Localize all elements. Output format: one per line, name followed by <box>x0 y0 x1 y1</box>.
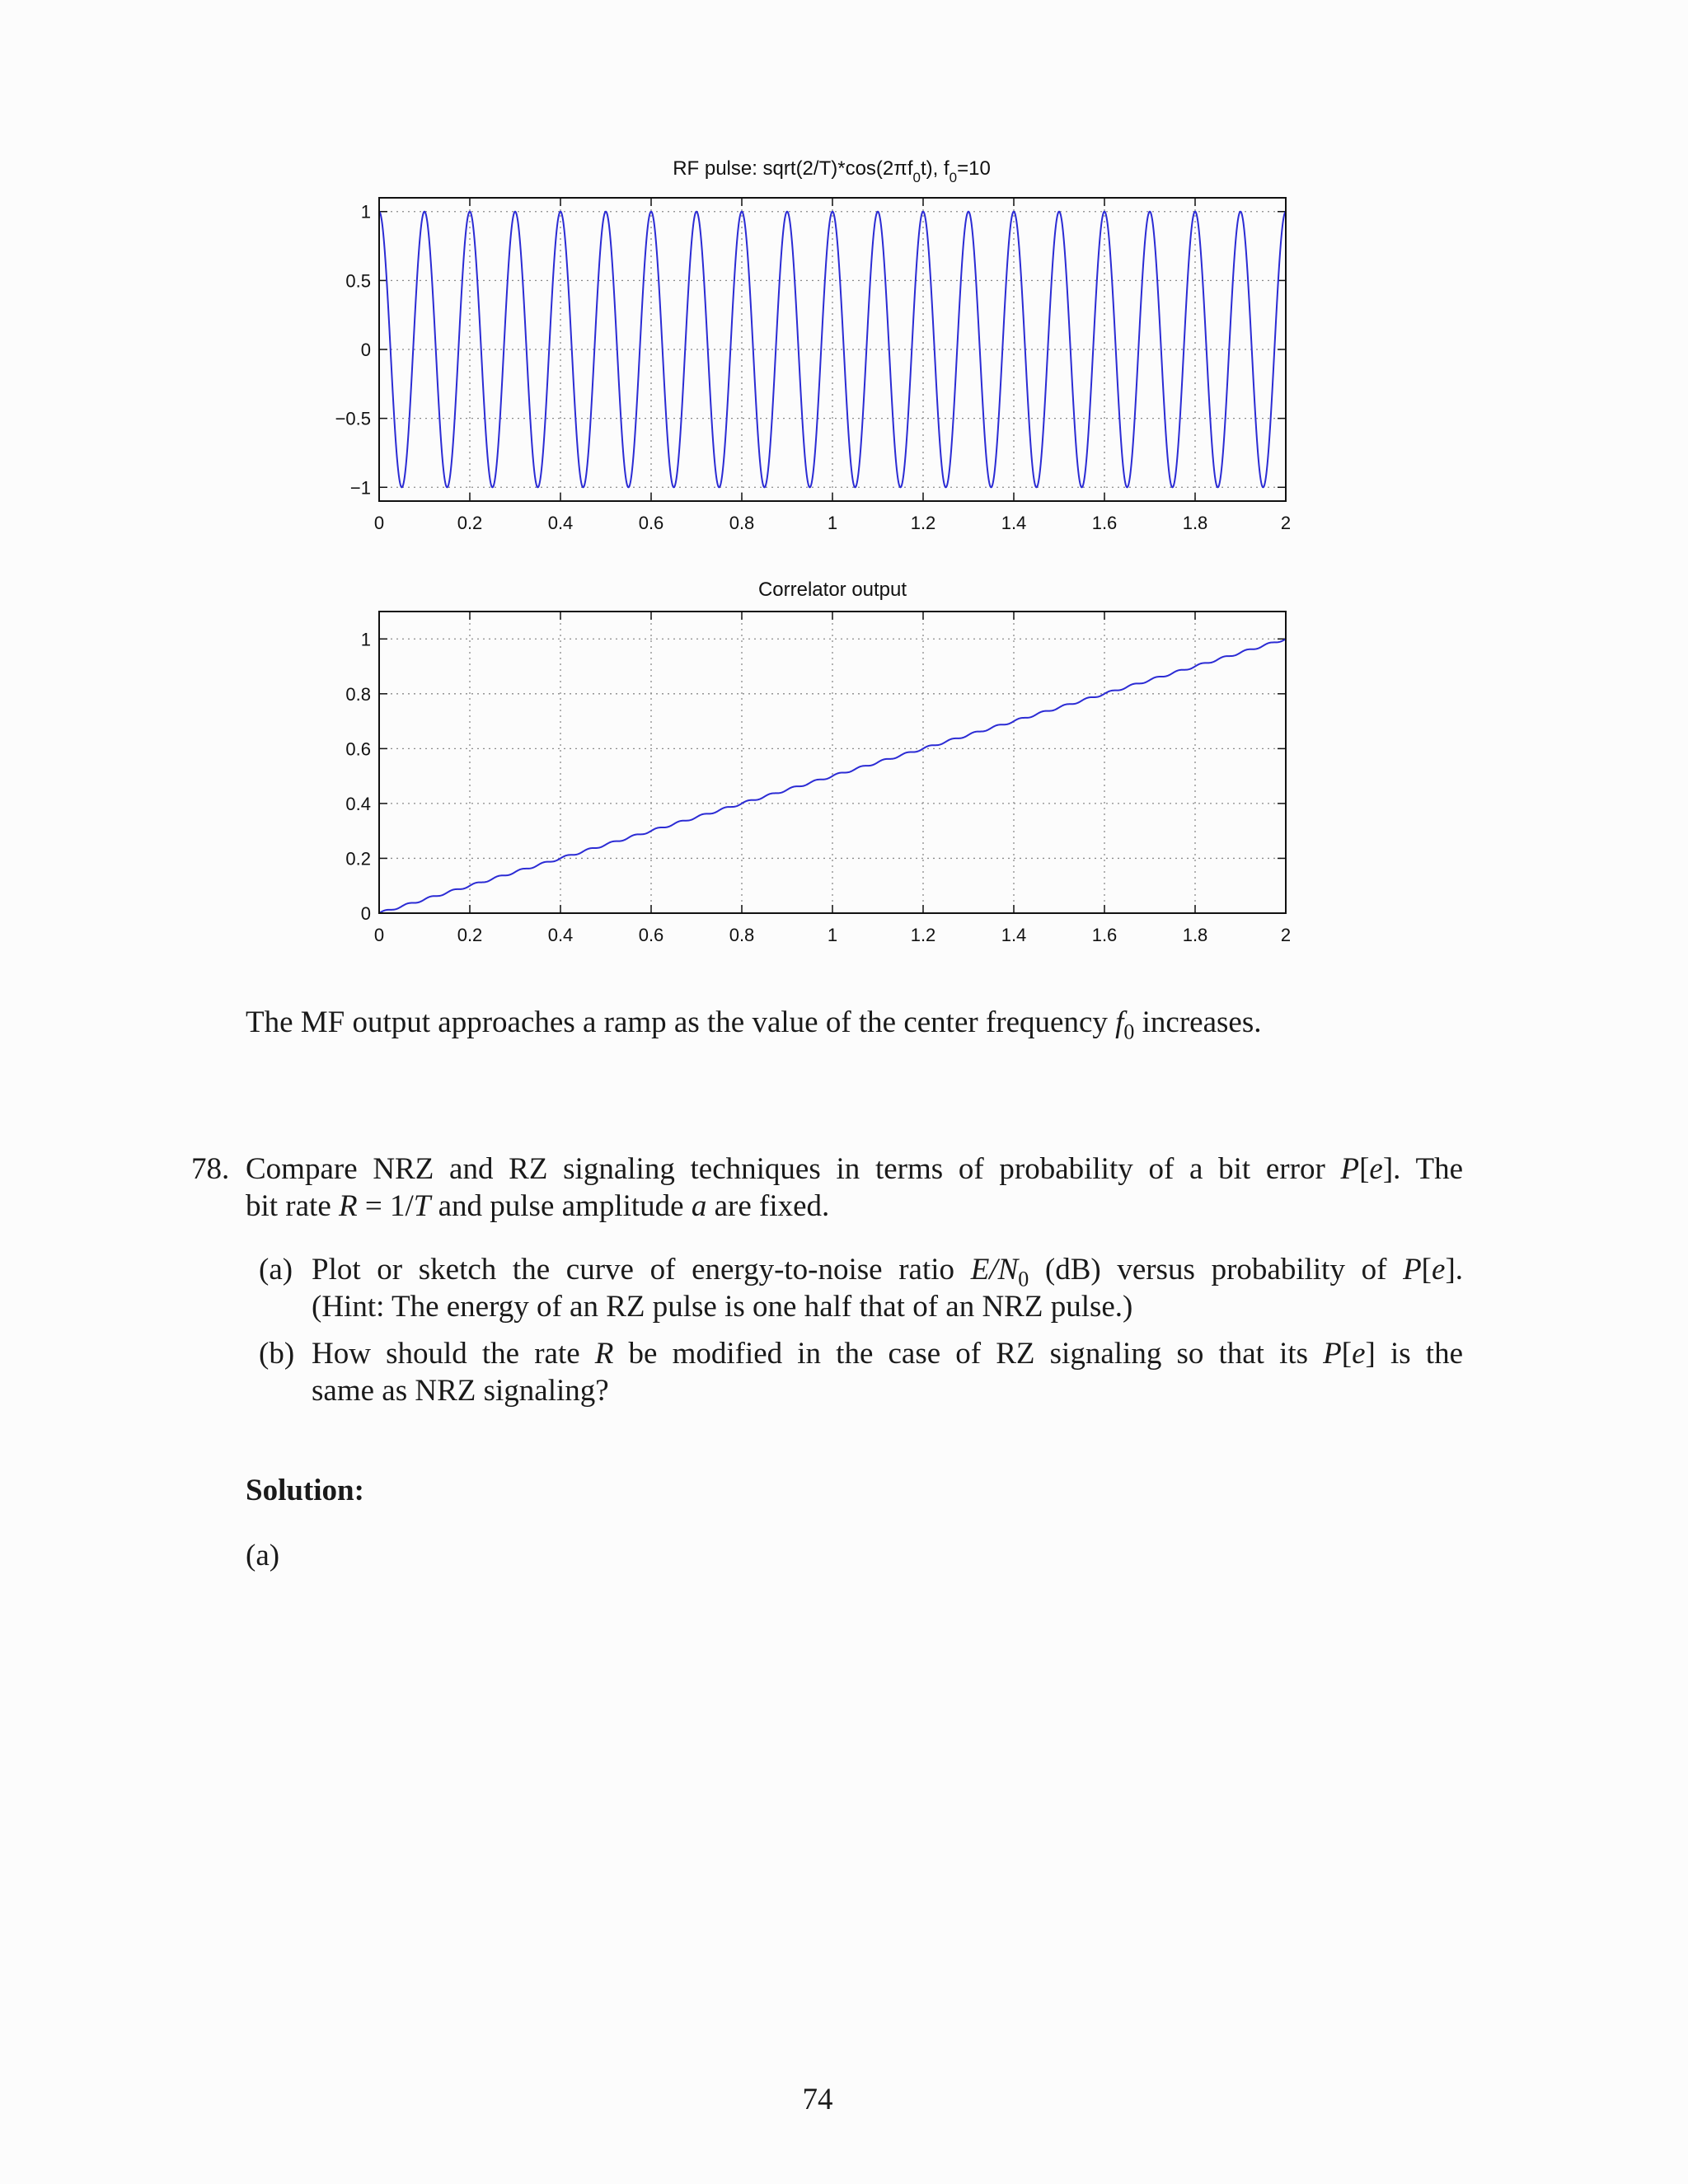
y-tick-label: 0.5 <box>345 270 371 292</box>
y-tick-label: 1 <box>360 629 371 650</box>
grid <box>379 612 1286 913</box>
part-b-line2: same as NRZ signaling? <box>312 1374 609 1408</box>
x-tick-label: 1 <box>827 925 838 945</box>
x-tick-label: 1.8 <box>1182 513 1208 533</box>
part-b-line1: How should the rate R be modified in the case of RZ signaling so that its P[e] is the <box>312 1337 1463 1371</box>
x-tick-label: 0.8 <box>729 513 755 533</box>
part-a-label: (a) <box>259 1253 293 1286</box>
problem-statement-line1: Compare NRZ and RZ signaling techniques in terms of probability of a bit error P[e]. The <box>246 1152 1463 1186</box>
ytick-labels <box>345 629 371 924</box>
ytick-labels <box>335 202 371 499</box>
problem-number: 78. <box>191 1152 230 1186</box>
part-b-label: (b) <box>259 1337 295 1371</box>
chart-title: RF pulse: $sqrt(2/T)*\cos(2\pi f_0t)$, $f_0=10$ <box>673 157 991 185</box>
y-tick-label: 0.4 <box>345 793 371 814</box>
x-tick-label: 2 <box>1280 925 1292 945</box>
problem-statement-line2: bit rate R = 1/T and pulse amplitude a are fixed. <box>246 1189 830 1223</box>
page-number: 74 <box>802 2083 833 2116</box>
x-tick-label: 1.2 <box>910 513 936 533</box>
x-tick-label: 1.4 <box>1001 513 1027 533</box>
figure-caption: The MF output approaches a ramp as the value of the center frequency $f_0$ increases. <box>246 1005 1262 1044</box>
y-tick-label: 0.6 <box>345 738 371 760</box>
y-tick-label: 0.8 <box>345 683 371 705</box>
rf-pulse-chart <box>0 0 1688 544</box>
x-tick-label: 0.6 <box>638 513 664 533</box>
x-tick-label: 1 <box>827 513 838 533</box>
x-tick-label: 0.8 <box>729 925 755 945</box>
x-tick-label: 1.6 <box>1091 925 1118 945</box>
xtick-labels <box>374 513 1291 533</box>
part-a-line2: (Hint: The energy of an RZ pulse is one half that of an NRZ pulse.) <box>312 1290 1133 1324</box>
y-tick-label: −1 <box>349 477 371 499</box>
solution-heading: Solution: <box>246 1474 364 1507</box>
x-tick-label: 0.4 <box>547 513 574 533</box>
x-tick-label: 0.2 <box>457 925 483 945</box>
x-tick-label: 2 <box>1280 513 1292 533</box>
x-tick-label: 1.2 <box>910 925 936 945</box>
chart-title: Correlator output <box>757 579 907 601</box>
y-tick-label: 0 <box>360 340 371 360</box>
y-tick-label: 0.2 <box>345 848 371 869</box>
x-tick-label: 0.6 <box>638 925 664 945</box>
x-tick-label: 0.2 <box>457 513 483 533</box>
solution-part-a-label: (a) <box>246 1539 280 1572</box>
x-tick-label: 0 <box>373 925 385 945</box>
y-tick-label: 0 <box>360 903 371 924</box>
correlator-output-chart <box>0 544 1688 972</box>
x-tick-label: 0.4 <box>547 925 574 945</box>
x-tick-label: 1.8 <box>1182 925 1208 945</box>
y-tick-label: −0.5 <box>335 408 371 429</box>
grid <box>379 198 1286 501</box>
y-tick-label: 1 <box>360 201 371 223</box>
part-a-line1: Plot or sketch the curve of energy-to-noise ratio $E/N_0$ (dB) versus probability of P[e]. <box>312 1253 1464 1291</box>
x-tick-label: 1.4 <box>1001 925 1027 945</box>
x-tick-label: 0 <box>373 513 385 533</box>
xtick-labels <box>374 925 1291 945</box>
x-tick-label: 1.6 <box>1091 513 1118 533</box>
